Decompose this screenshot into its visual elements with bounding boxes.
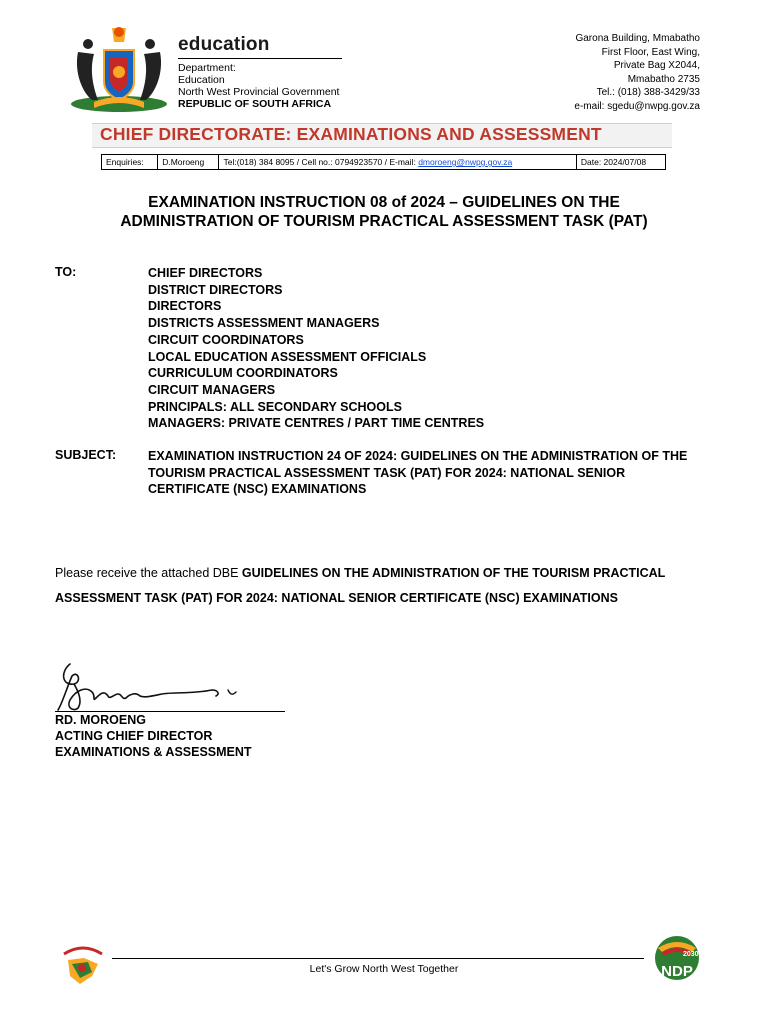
title-line: ADMINISTRATION OF TOURISM PRACTICAL ASSESSMENT TASK (PAT): [120, 213, 648, 230]
ndp-label: NDP: [661, 963, 693, 980]
address-block: [574, 32, 700, 114]
recipient: CHIEF DIRECTORS: [148, 266, 263, 280]
email-link[interactable]: dmoroeng@nwpg.gov.za: [418, 157, 513, 167]
footer-slogan: Let's Grow North West Together: [309, 963, 459, 975]
footer-divider: [112, 958, 644, 959]
subject-label: SUBJECT:: [55, 448, 117, 462]
address-line: Tel.: (018) 388-3429/33: [596, 87, 700, 99]
recipient-list: [148, 265, 484, 432]
ndp-year: 2030: [683, 951, 699, 958]
recipient: DIRECTORS: [148, 299, 222, 314]
body-emphasis: ASSESSMENT TASK (PAT) FOR 2024: NATIONAL SENIOR CERTIFICATE (NSC) EXAMINATIONS: [55, 591, 618, 605]
signatory-block: [55, 712, 252, 760]
recipient: CURRICULUM COORDINATORS: [148, 366, 338, 381]
signatory-name: RD. MOROENG: [55, 713, 146, 727]
address-line: Garona Building, Mmabatho: [575, 33, 700, 44]
recipient: PRINCIPALS: ALL SECONDARY SCHOOLS: [148, 399, 402, 414]
to-label: TO:: [55, 265, 77, 279]
document-title: [0, 193, 768, 231]
subject-line: CERTIFICATE (NSC) EXAMINATIONS: [148, 482, 367, 497]
brand-title: education: [178, 34, 270, 55]
country-name: REPUBLIC OF SOUTH AFRICA: [178, 98, 332, 110]
address-line: First Floor, East Wing,: [601, 46, 700, 58]
recipient: CIRCUIT MANAGERS: [148, 382, 276, 397]
enquiries-table: [101, 154, 666, 170]
department-brand: [178, 34, 342, 110]
subject-text: [148, 448, 713, 498]
dept-line: Education: [178, 74, 225, 86]
enquiries-label: Enquiries:: [102, 155, 158, 170]
recipient: LOCAL EDUCATION ASSESSMENT OFFICIALS: [148, 349, 427, 364]
recipient: CIRCUIT COORDINATORS: [148, 332, 304, 347]
address-line: Mmabatho 2735: [627, 73, 700, 85]
recipient: DISTRICTS ASSESSMENT MANAGERS: [148, 316, 380, 331]
recipient: MANAGERS: PRIVATE CENTRES / PART TIME CENTRES: [148, 416, 485, 431]
dept-line: North West Provincial Government: [178, 86, 340, 98]
title-line: EXAMINATION INSTRUCTION 08 of 2024 – GUIDELINES ON THE: [148, 194, 620, 211]
enquiries-date: Date: 2024/07/08: [576, 155, 665, 170]
dept-line: Department:: [178, 62, 236, 74]
ndp-2030-logo: [648, 934, 706, 984]
contact-numbers: Tel:(018) 384 8095 / Cell no.: 0794923570 / E-mail:: [223, 157, 416, 167]
body-intro: Please receive the attached DBE: [55, 566, 242, 580]
enquiries-contact: [219, 155, 576, 170]
subject-line: TOURISM PRACTICAL ASSESSMENT TASK (PAT) FOR 2024: NATIONAL SENIOR: [148, 465, 626, 480]
body-emphasis: GUIDELINES ON THE ADMINISTRATION OF THE TOURISM PRACTICAL: [241, 566, 666, 580]
address-line: e-mail: sgedu@nwpg.gov.za: [574, 100, 700, 112]
enquiries-name: D.Moroeng: [158, 155, 219, 170]
body-paragraph: [55, 561, 705, 611]
coat-of-arms-logo: [64, 22, 174, 114]
brand-divider: [178, 58, 342, 59]
address-line: Private Bag X2044,: [613, 60, 700, 72]
subject-line: EXAMINATION INSTRUCTION 24 OF 2024: GUIDELINES ON THE ADMINISTRATION OF THE: [148, 449, 688, 463]
handwritten-signature: [52, 650, 292, 714]
signatory-title: ACTING CHIEF DIRECTOR: [55, 729, 213, 743]
recipient: DISTRICT DIRECTORS: [148, 282, 283, 297]
directorate-heading: CHIEF DIRECTORATE: EXAMINATIONS AND ASSESSMENT: [100, 124, 602, 144]
signatory-unit: EXAMINATIONS & ASSESSMENT: [55, 745, 252, 759]
